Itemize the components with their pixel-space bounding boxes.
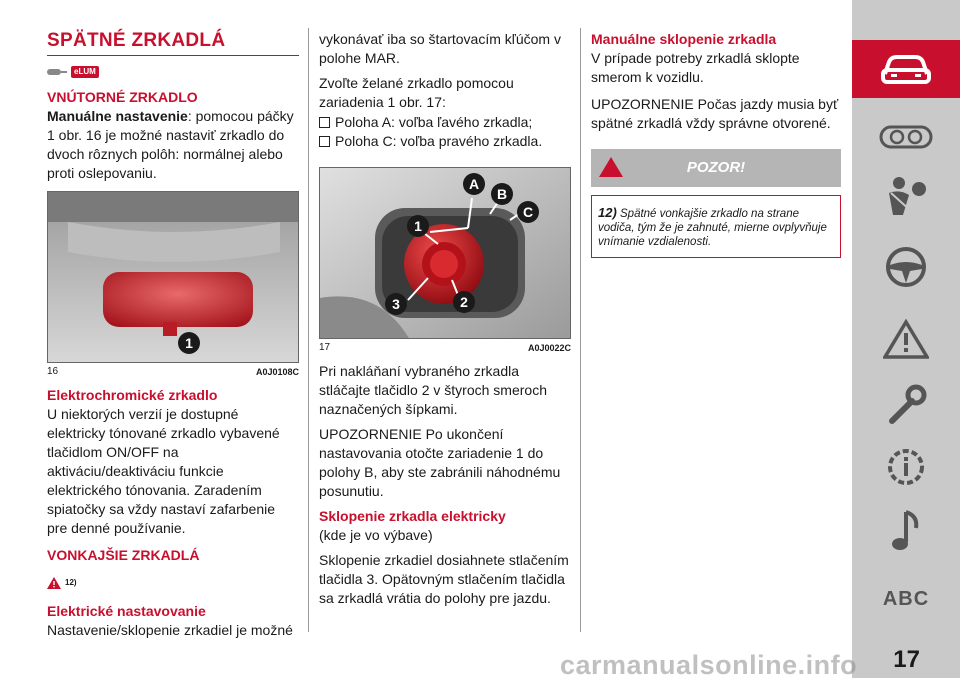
figure-16-callout: 1 (185, 335, 193, 351)
sidebar-item-car[interactable] (852, 40, 960, 98)
figure-17-number: 17 (319, 342, 331, 353)
warning-triangle-icon (47, 577, 61, 589)
mirror-control-illustration (320, 168, 571, 339)
figure-17 (319, 167, 571, 339)
interior-mirror-illustration (48, 192, 299, 363)
dashboard-gauges-icon (879, 122, 933, 152)
section-title: SPÄTNÉ ZRKADLÁ (47, 30, 299, 56)
list-item (319, 113, 571, 132)
callout-1: 1 (414, 218, 422, 234)
gear-info-icon (883, 444, 929, 490)
figure-17-code: A0J0022C (527, 343, 571, 353)
electrochromic-heading: Elektrochromické zrkadlo (47, 387, 218, 403)
column-1 (47, 30, 299, 646)
interior-mirror-heading: VNÚTORNÉ ZRKADLO (47, 89, 198, 105)
steering-wheel-icon (884, 245, 928, 289)
watermark-text: carmanualsonline.info (560, 650, 858, 678)
manual-fold-paragraph: V prípade potreby zrkadlá sklopte smerom k vozidlu. (591, 50, 800, 85)
electric-adjust-paragraph: Nastavenie/sklopenie zrkadiel je možné (47, 622, 293, 638)
figure-16-code: A0J0108C (255, 367, 299, 377)
warning-title: POZOR! (686, 159, 746, 176)
callout-b: B (496, 186, 508, 202)
column-separator (580, 28, 581, 632)
warning-text: Spätné vonkajšie zrkadlo na strane vodiča, tým že je zahnuté, mierne ovplyvňuje vnímanie vzdialenosti. (598, 208, 827, 248)
checkbox-bullet-icon (319, 117, 330, 128)
column-3 (591, 30, 841, 258)
key-requirement-paragraph: vykonávať iba so štartovacím kľúčom v polohe MAR. (319, 31, 561, 66)
sidebar-item-driving[interactable] (852, 238, 960, 296)
callout-2: 2 (460, 294, 468, 310)
page-number: 17 (893, 646, 920, 673)
column-separator (308, 28, 309, 632)
list-item (319, 132, 571, 151)
callout-c: C (522, 204, 534, 220)
electric-fold-subheading: (kde je vo výbave) (319, 527, 433, 543)
seatbelt-safety-icon (881, 175, 931, 219)
warning-triangle-icon (599, 157, 623, 177)
sidebar-item-dashboard[interactable] (852, 108, 960, 166)
electrochromic-paragraph: U niektorých verzií je dostupné elektricky tónované zrkadlo vybavené tlačidlom ON/OFF na aktiváciu/deaktiváciu funkcie elektrického tónovania. Zaradením spiatočky sa vždy nastaví zafarbenie pre denné používanie. (47, 406, 280, 536)
sidebar-item-service[interactable] (852, 376, 960, 434)
exterior-mirrors-heading: VONKAJŠIE ZRKADLÁ (47, 547, 200, 563)
music-note-icon (888, 508, 924, 554)
electric-fold-paragraph: Sklopenie zrkadiel dosiahnete stlačením tlačidla 3. Opätovným stlačením tlačidla sa zrkadlá vrátia do polohy pre jazdu. (319, 552, 569, 606)
sidebar-item-warnings[interactable] (852, 310, 960, 368)
list-item-text: Poloha C: voľba pravého zrkadla. (335, 133, 543, 149)
warning-triangle-icon (883, 319, 929, 359)
warning-box (591, 149, 841, 258)
electric-adjust-heading: Elektrické nastavovanie (47, 603, 206, 619)
select-mirror-paragraph: Zvoľte želané zrkadlo pomocou zariadenia 1 obr. 17: (319, 75, 514, 110)
sidebar-item-technical[interactable] (852, 438, 960, 496)
sidebar-item-safety[interactable] (852, 168, 960, 226)
callout-a: A (468, 176, 480, 192)
warning-header (591, 149, 841, 187)
figure-16-caption (47, 366, 299, 378)
version-badge: eLUM (71, 66, 99, 78)
callout-3: 3 (392, 296, 400, 312)
exterior-warning-ref (47, 573, 299, 592)
manual-adjust-paragraph (47, 107, 299, 183)
chapter-sidebar (852, 0, 960, 678)
tilt-paragraph: Pri nakláňaní vybraného zrkadla stláčajte tlačidlo 2 v štyroch smeroch naznačených šípkami. (319, 363, 547, 417)
figure-16 (47, 191, 299, 363)
sidebar-item-multimedia[interactable] (852, 502, 960, 560)
manual-adjust-bold: Manuálne nastavenie (47, 108, 188, 124)
key-icon (47, 67, 67, 77)
manual-fold-heading: Manuálne sklopenie zrkadla (591, 31, 777, 47)
driving-note-paragraph: UPOZORNENIE Počas jazdy musia byť spätné zrkadlá vždy správne otvorené. (591, 96, 839, 131)
electric-fold-heading: Sklopenie zrkadla elektricky (319, 508, 506, 524)
list-item-text: Poloha A: voľba ľavého zrkadla; (335, 114, 533, 130)
rotate-note-paragraph: UPOZORNENIE Po ukončení nastavovania otočte zariadenie 1 do polohy B, aby ste zabránili náhodnému posunutiu. (319, 426, 561, 499)
wrench-icon (884, 383, 928, 427)
version-badge-row (47, 64, 299, 80)
column-2 (319, 30, 571, 614)
manual-adjust-text: : pomocou páčky 1 obr. 16 je možné nastaviť zrkadlo do dvoch rôznych polôh: normálnej alebo proti oslepovaniu. (47, 108, 294, 181)
figure-16-number: 16 (47, 366, 59, 377)
sidebar-item-index[interactable] (852, 570, 960, 628)
car-icon (879, 52, 933, 86)
warning-body (591, 195, 841, 258)
index-abc-label: ABC (882, 587, 930, 610)
checkbox-bullet-icon (319, 136, 330, 147)
figure-17-caption (319, 342, 571, 354)
warning-ref-number: 12) (65, 578, 77, 587)
warning-number: 12) (598, 205, 617, 220)
